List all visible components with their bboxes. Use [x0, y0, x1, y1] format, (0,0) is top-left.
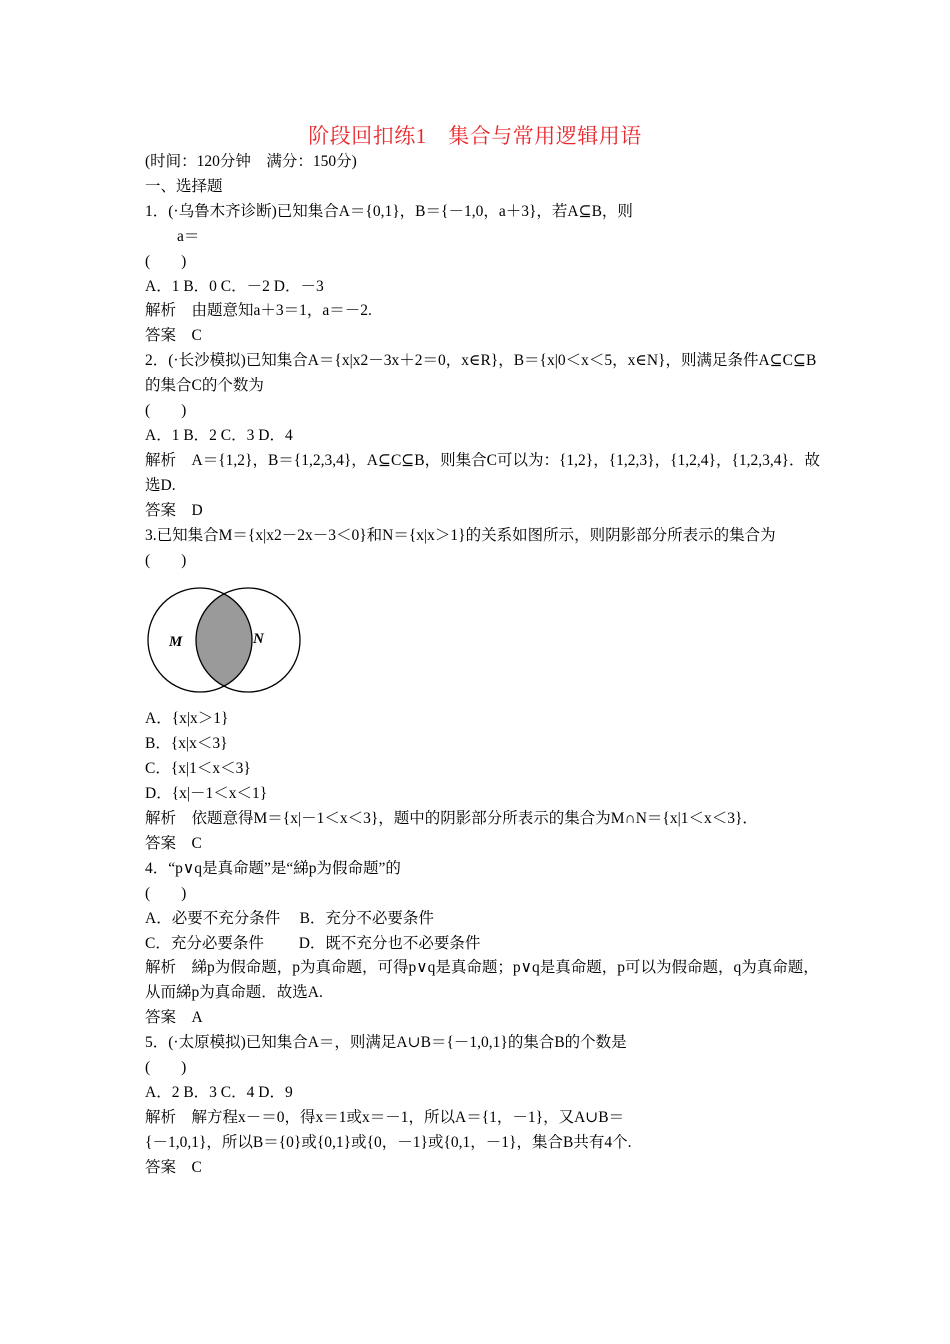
q1-paren: ( )	[145, 252, 187, 270]
q1-answer: 答案 C	[145, 327, 202, 345]
q3-stem: 3.已知集合M＝{x|x2－2x－3＜0}和N＝{x|x＞1}的关系如图所示，则阴影部分所表示的集合为	[145, 526, 776, 544]
q5-options: A．2 B．3 C．4 D．9	[145, 1084, 293, 1101]
venn-diagram	[145, 577, 825, 703]
q3-paren: ( )	[145, 551, 187, 569]
q2-analysis: 解析 A＝{1,2}，B＝{1,2,3,4}，A⊆C⊆B，则集合C可以为：{1,2}，{1,2,3}，{1,2,4}，{1,2,3,4}．故选D.	[145, 451, 820, 494]
q2-stem: 2．(·长沙模拟)已知集合A＝{x|x2－3x＋2＝0，x∈R}，B＝{x|0＜x＜5，x∈N}，则满足条件A⊆C⊆B的集合C的个数为	[145, 352, 817, 395]
q4-analysis: 解析 綈p为假命题，p为真命题，可得p∨q是真命题；p∨q是真命题，p可以为假命题，q为真命题，从而綈p为真命题．故选A.	[145, 959, 819, 1002]
q3-option-b: B．{x|x＜3}	[145, 735, 228, 753]
q4-options-row2: C．充分必要条件 D．既不充分也不必要条件	[145, 934, 481, 952]
q3-analysis: 解析 依题意得M＝{x|－1＜x＜3}，题中的阴影部分所表示的集合为M∩N＝{x|1＜x＜3}．	[145, 810, 758, 828]
q4-stem: 4．“p∨q是真命题”是“綈p为假命题”的	[145, 859, 401, 877]
time-note: (时间：120分钟 满分：150分)	[145, 153, 357, 170]
q1-analysis: 解析 由题意知a＋3＝1，a＝－2.	[145, 302, 372, 320]
venn-label-n: N	[253, 631, 264, 648]
q1-options: A．1 B．0 C．－2 D．－3	[145, 277, 324, 295]
q5-analysis-line2: {－1,0,1}，所以B＝{0}或{0,1}或{0，－1}或{0,1，－1}，集合B共有4个.	[145, 1133, 632, 1151]
q4-options-row1: A．必要不充分条件 B．充分不必要条件	[145, 909, 434, 927]
q1-stem-cont: a＝	[177, 227, 200, 245]
q4-paren: ( )	[145, 884, 187, 902]
q3-answer: 答案 C	[145, 834, 202, 852]
q3-option-d: D．{x|－1＜x＜1}	[145, 785, 268, 803]
q4-answer: 答案 A	[145, 1009, 203, 1027]
section-heading: 一、选择题	[145, 177, 223, 195]
q5-analysis-line1: 解析 解方程x－＝0，得x＝1或x＝－1，所以A＝{1，－1}，又A∪B＝	[145, 1108, 625, 1126]
q1-stem: 1．(·乌鲁木齐诊断)已知集合A＝{0,1}，B＝{－1,0，a＋3}，若A⊆B，则	[145, 202, 633, 220]
q2-answer: 答案 D	[145, 501, 203, 519]
q5-paren: ( )	[145, 1059, 187, 1077]
q2-paren: ( )	[145, 402, 187, 420]
q5-answer: 答案 C	[145, 1158, 202, 1176]
document-body	[145, 150, 825, 1181]
q2-options: A．1 B．2 C．3 D．4	[145, 426, 293, 444]
venn-label-m: M	[169, 634, 183, 651]
q3-option-a: A．{x|x＞1}	[145, 710, 229, 728]
q5-stem: 5．(·太原模拟)已知集合A＝，则满足A∪B＝{－1,0,1}的集合B的个数是	[145, 1034, 627, 1052]
page-title: 阶段回扣练1 集合与常用逻辑用语	[308, 124, 642, 148]
venn-svg	[145, 577, 305, 703]
q3-option-c: C．{x|1＜x＜3}	[145, 760, 251, 778]
